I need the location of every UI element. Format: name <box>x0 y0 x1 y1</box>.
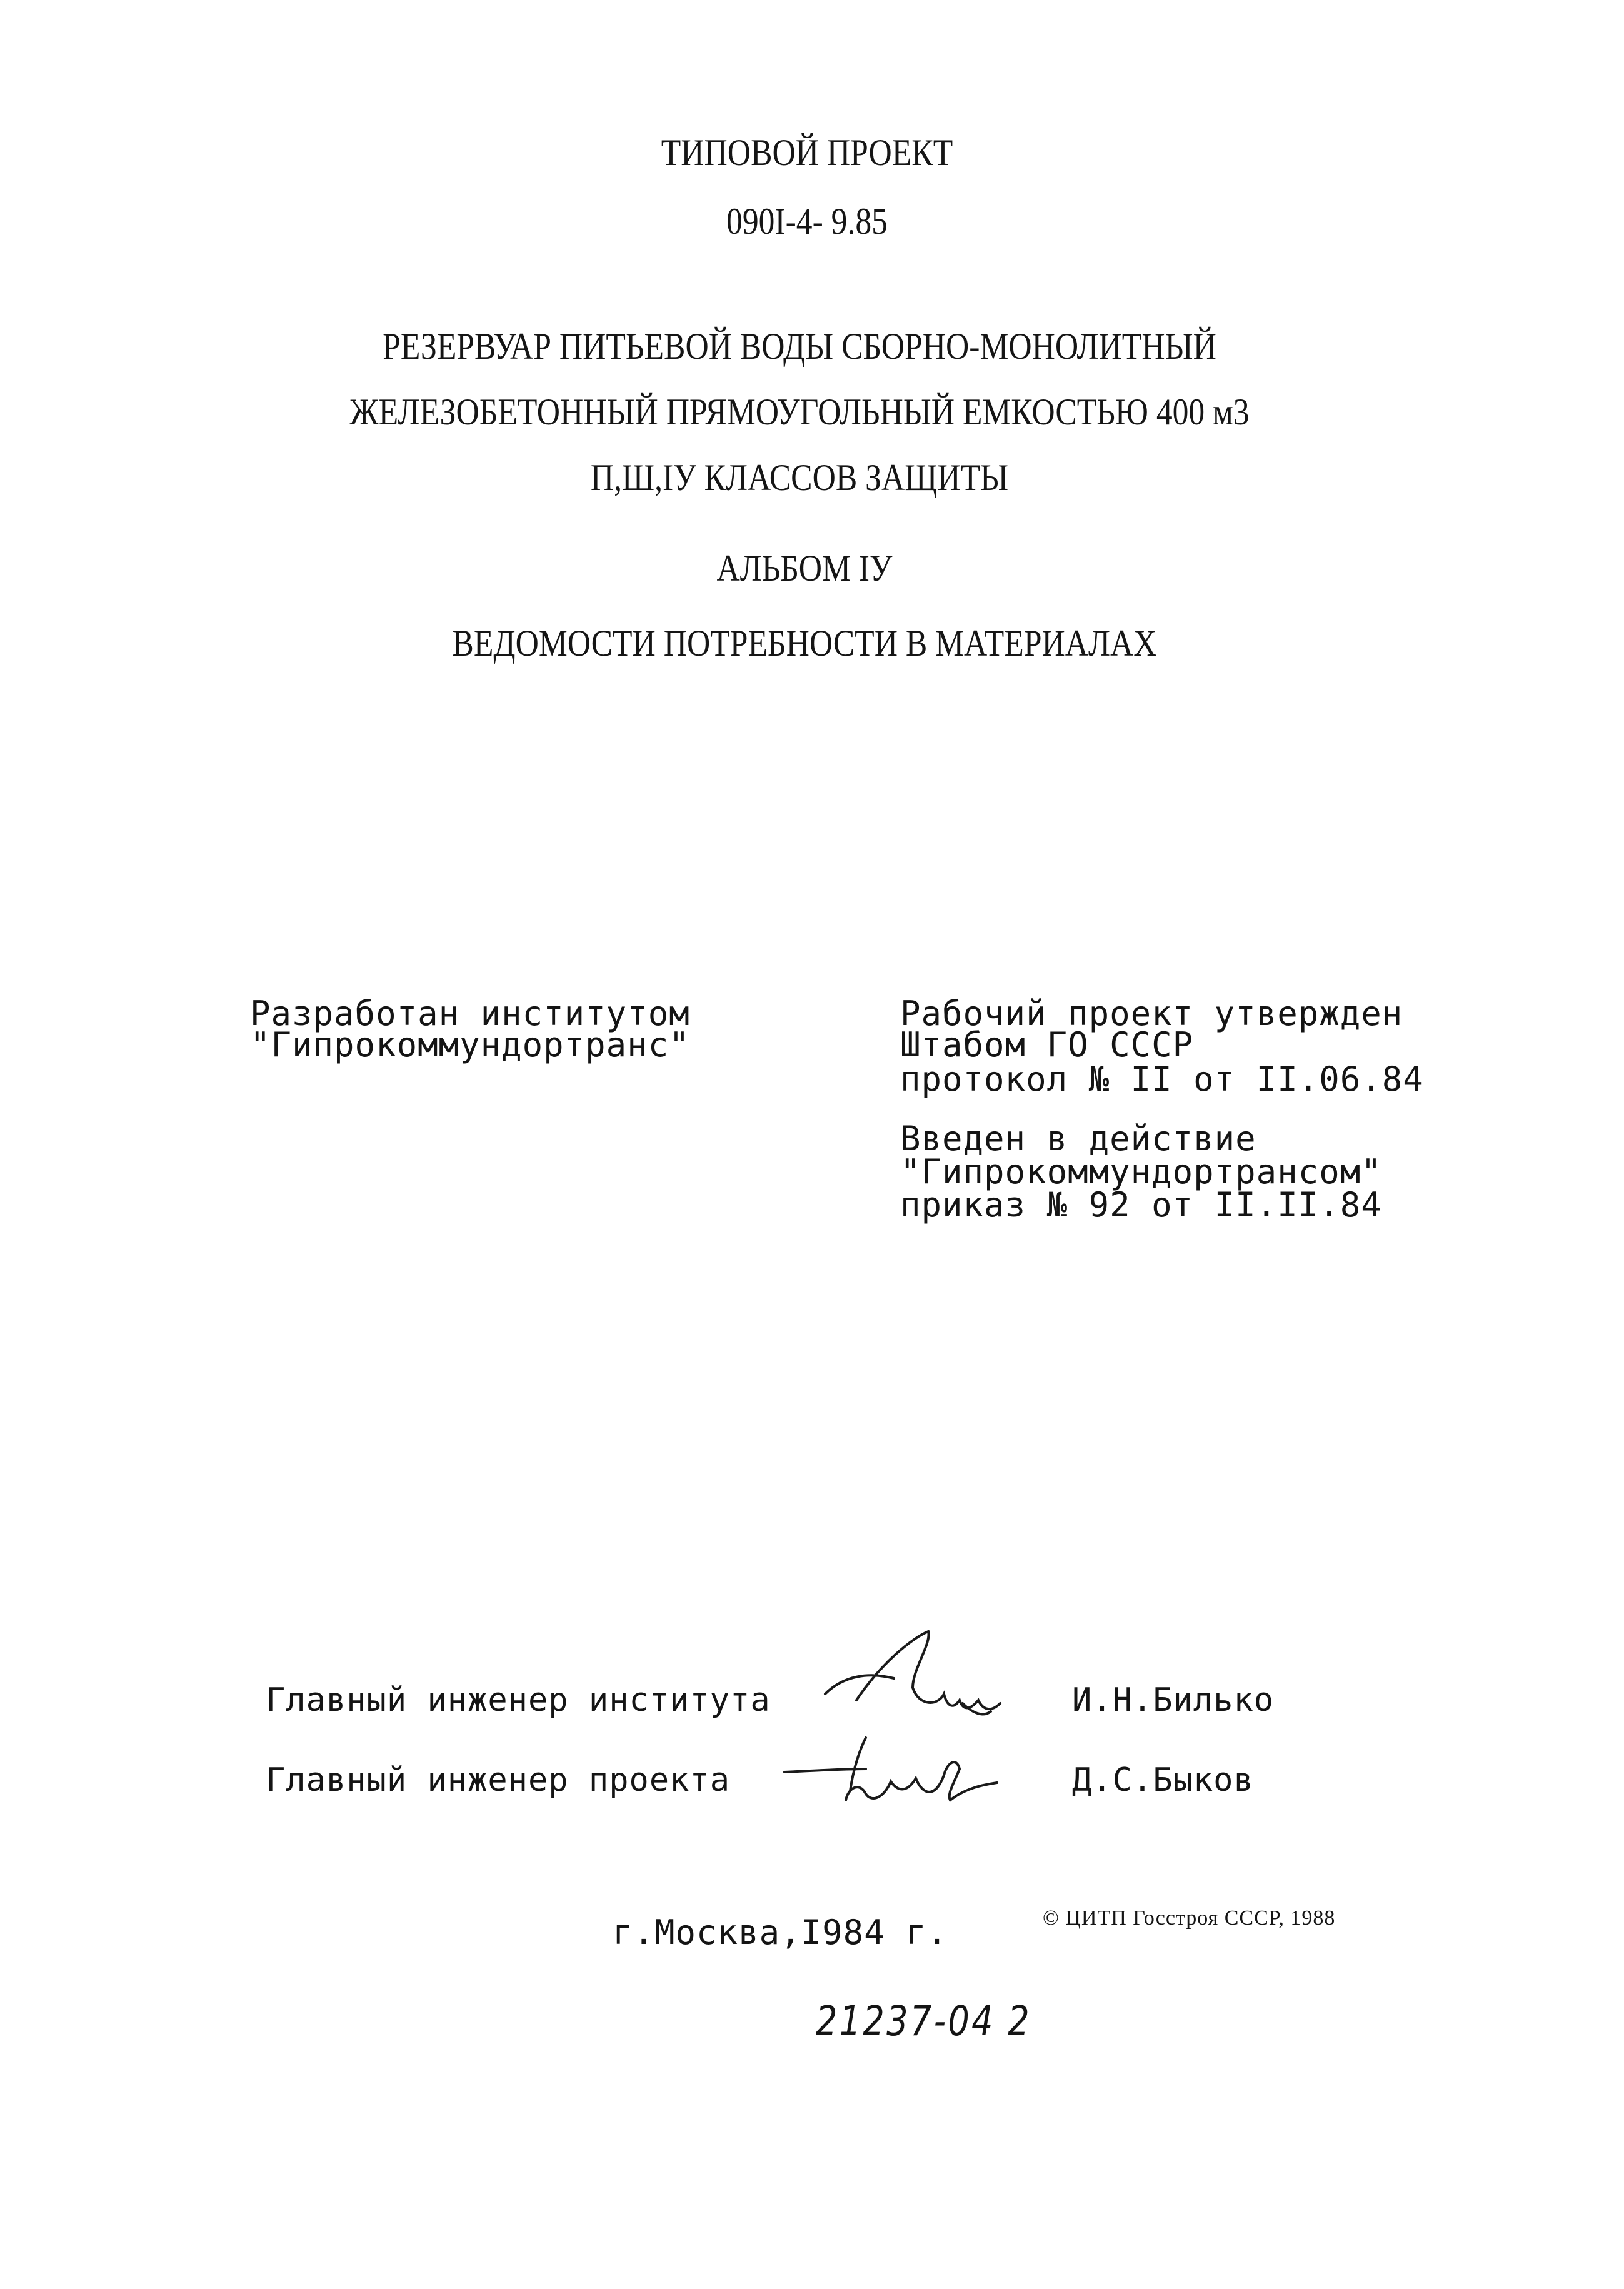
developer-line-1: Разработан институтом <box>250 994 690 1033</box>
developer-line-2: "Гипрокоммундортранс" <box>250 1025 690 1064</box>
enacted-line-3: приказ № 92 от II.II.84 <box>900 1185 1382 1225</box>
signature-bilko <box>819 1625 1006 1738</box>
copyright-notice: © ЦИТП Госстроя СССР, 1988 <box>1043 1906 1336 1930</box>
album-label: АЛЬБОМ IУ <box>716 548 893 589</box>
signature-bykov <box>778 1725 1003 1819</box>
title-line-3: П,Ш,IУ КЛАССОВ ЗАЩИТЫ <box>590 457 1009 498</box>
approval-line-1: Рабочий проект утвержден <box>900 994 1403 1033</box>
approval-line-3: протокол № II от II.06.84 <box>900 1059 1424 1099</box>
project-number: 090I-4- 9.85 <box>726 201 888 242</box>
enacted-line-1: Введен в действие <box>900 1119 1256 1158</box>
album-subject: ВЕДОМОСТИ ПОТРЕБНОСТИ В МАТЕРИАЛАХ <box>452 623 1157 664</box>
project-type: ТИПОВОЙ ПРОЕКТ <box>661 132 953 173</box>
approval-line-2: Штабом ГО СССР <box>900 1025 1194 1064</box>
city-year: г.Москва,I984 г. <box>613 1913 948 1952</box>
title-line-2: ЖЕЛЕЗОБЕТОННЫЙ ПРЯМОУГОЛЬНЫЙ ЕМКОСТЬЮ 400 м3 <box>349 391 1250 433</box>
chief-project-name: Д.С.Быков <box>1072 1761 1254 1799</box>
handwritten-number: 21237-04 2 <box>816 1997 1032 2045</box>
chief-project-label: Главный инженер проекта <box>266 1761 731 1799</box>
chief-institute-name: И.Н.Билько <box>1072 1681 1275 1719</box>
title-line-1: РЕЗЕРВУАР ПИТЬЕВОЙ ВОДЫ СБОРНО-МОНОЛИТНЫЙ <box>383 326 1216 367</box>
chief-institute-label: Главный инженер института <box>266 1681 771 1719</box>
enacted-line-2: "Гипрокоммундортрансом" <box>900 1152 1382 1191</box>
